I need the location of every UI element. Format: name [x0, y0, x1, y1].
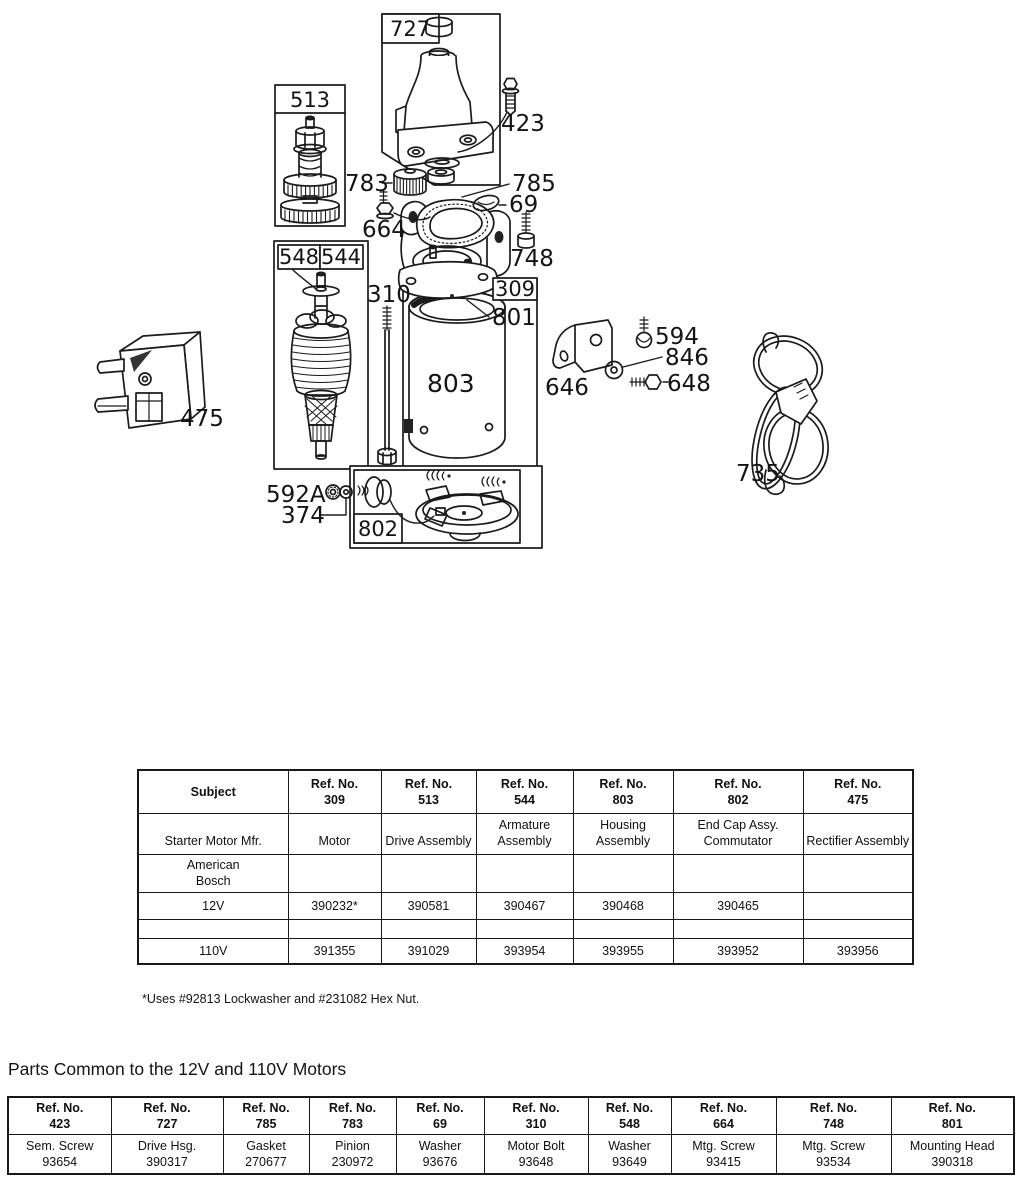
table-cell: 390465 — [673, 892, 803, 919]
table-cell — [673, 854, 803, 892]
column-header-69: Ref. No. 69 — [396, 1097, 484, 1134]
callout-594: 594 — [655, 324, 699, 350]
footnote: *Uses #92813 Lockwasher and #231082 Hex Nut. — [142, 992, 420, 1006]
screw-icon-594 — [637, 317, 652, 348]
column-header-544: Ref. No. 544 — [476, 770, 573, 813]
callout-727: 727 — [389, 17, 431, 41]
starter-motor-reference-table — [137, 769, 914, 965]
callout-785: 785 — [512, 171, 556, 197]
table-cell — [381, 854, 476, 892]
common-table-header-row — [8, 1097, 1014, 1134]
table-cell — [803, 919, 913, 938]
gasket-part — [417, 200, 494, 248]
column-header-748: Ref. No. 748 — [776, 1097, 891, 1134]
table-row-subjects — [138, 813, 913, 854]
table-cell — [673, 919, 803, 938]
column-header-548: Ref. No. 548 — [588, 1097, 671, 1134]
row-label: 110V — [138, 938, 288, 964]
bolt-icon-648 — [630, 375, 668, 389]
motor-bolt-icon — [378, 306, 396, 465]
callout-69: 69 — [509, 192, 539, 218]
table-cell: Motor — [288, 813, 381, 854]
table-cell: 391355 — [288, 938, 381, 964]
table-cell — [573, 919, 673, 938]
row-label: 12V — [138, 892, 288, 919]
table-cell: Sem. Screw 93654 — [8, 1134, 111, 1174]
armature-assembly-box — [274, 241, 368, 469]
table-cell: 390232* — [288, 892, 381, 919]
table-cell: Armature Assembly — [476, 813, 573, 854]
column-header-802: Ref. No. 802 — [673, 770, 803, 813]
common-parts-title: Parts Common to the 12V and 110V Motors — [8, 1059, 347, 1079]
table-cell: 390468 — [573, 892, 673, 919]
column-header-subject: Subject — [138, 770, 288, 813]
callout-548: 548 — [278, 245, 320, 269]
callout-735: 735 — [736, 461, 780, 487]
column-header-785: Ref. No. 785 — [223, 1097, 309, 1134]
table-cell — [476, 854, 573, 892]
column-header-309: Ref. No. 309 — [288, 770, 381, 813]
common-table-data-row — [8, 1134, 1014, 1174]
callout-846: 846 — [665, 345, 709, 371]
table-cell: End Cap Assy. Commutator — [673, 813, 803, 854]
callout-423: 423 — [501, 111, 545, 137]
column-header-727: Ref. No. 727 — [111, 1097, 223, 1134]
column-header-664: Ref. No. 664 — [671, 1097, 776, 1134]
callout-475: 475 — [180, 406, 224, 432]
table-row-empty — [138, 919, 913, 938]
column-header-475: Ref. No. 475 — [803, 770, 913, 813]
column-header-803: Ref. No. 803 — [573, 770, 673, 813]
column-header-801: Ref. No. 801 — [891, 1097, 1014, 1134]
table-row-110v — [138, 938, 913, 964]
table-cell: 393956 — [803, 938, 913, 964]
column-header-783: Ref. No. 783 — [309, 1097, 396, 1134]
table-cell — [803, 854, 913, 892]
callout-664: 664 — [362, 217, 406, 243]
callout-648: 648 — [667, 371, 711, 397]
callout-802: 802 — [357, 517, 399, 541]
table-cell: Mtg. Screw 93534 — [776, 1134, 891, 1174]
callout-513: 513 — [289, 88, 331, 112]
table-cell: Rectifier Assembly — [803, 813, 913, 854]
callout-783: 783 — [345, 171, 389, 197]
table-cell: Washer 93676 — [396, 1134, 484, 1174]
table-cell — [138, 919, 288, 938]
common-parts-table — [7, 1096, 1015, 1175]
table-cell — [381, 919, 476, 938]
callout-544: 544 — [320, 245, 362, 269]
table-cell: Motor Bolt 93648 — [484, 1134, 588, 1174]
table-row-12v — [138, 892, 913, 919]
table-cell: 391029 — [381, 938, 476, 964]
table-cell: 390467 — [476, 892, 573, 919]
callout-309: 309 — [494, 277, 536, 301]
table-row-mfr — [138, 854, 913, 892]
table-cell: Gasket 270677 — [223, 1134, 309, 1174]
table-cell: Drive Assembly — [381, 813, 476, 854]
table-cell: Washer 93649 — [588, 1134, 671, 1174]
callout-310: 310 — [367, 282, 411, 308]
callout-374: 374 — [281, 503, 325, 529]
callout-646: 646 — [545, 375, 589, 401]
row-label: Starter Motor Mfr. — [138, 813, 288, 854]
callout-803: 803 — [427, 369, 475, 398]
table-cell: 393955 — [573, 938, 673, 964]
table-cell: Mounting Head 390318 — [891, 1134, 1014, 1174]
table-cell: Housing Assembly — [573, 813, 673, 854]
table-cell — [803, 892, 913, 919]
table-cell: 390581 — [381, 892, 476, 919]
callout-592a: 592A — [266, 482, 326, 508]
table-cell: 393954 — [476, 938, 573, 964]
table-cell: Mtg. Screw 93415 — [671, 1134, 776, 1174]
table-cell — [288, 919, 381, 938]
table-cell — [573, 854, 673, 892]
callout-748: 748 — [510, 246, 554, 272]
bracket-icon-646 — [553, 320, 612, 372]
ref-table-header-row — [138, 770, 913, 813]
callout-801: 801 — [492, 305, 536, 331]
row-label: American Bosch — [138, 854, 288, 892]
table-cell — [476, 919, 573, 938]
table-cell: Pinion 230972 — [309, 1134, 396, 1174]
table-cell: 393952 — [673, 938, 803, 964]
column-header-513: Ref. No. 513 — [381, 770, 476, 813]
table-cell — [288, 854, 381, 892]
table-cell: Drive Hsg. 390317 — [111, 1134, 223, 1174]
column-header-423: Ref. No. 423 — [8, 1097, 111, 1134]
column-header-310: Ref. No. 310 — [484, 1097, 588, 1134]
